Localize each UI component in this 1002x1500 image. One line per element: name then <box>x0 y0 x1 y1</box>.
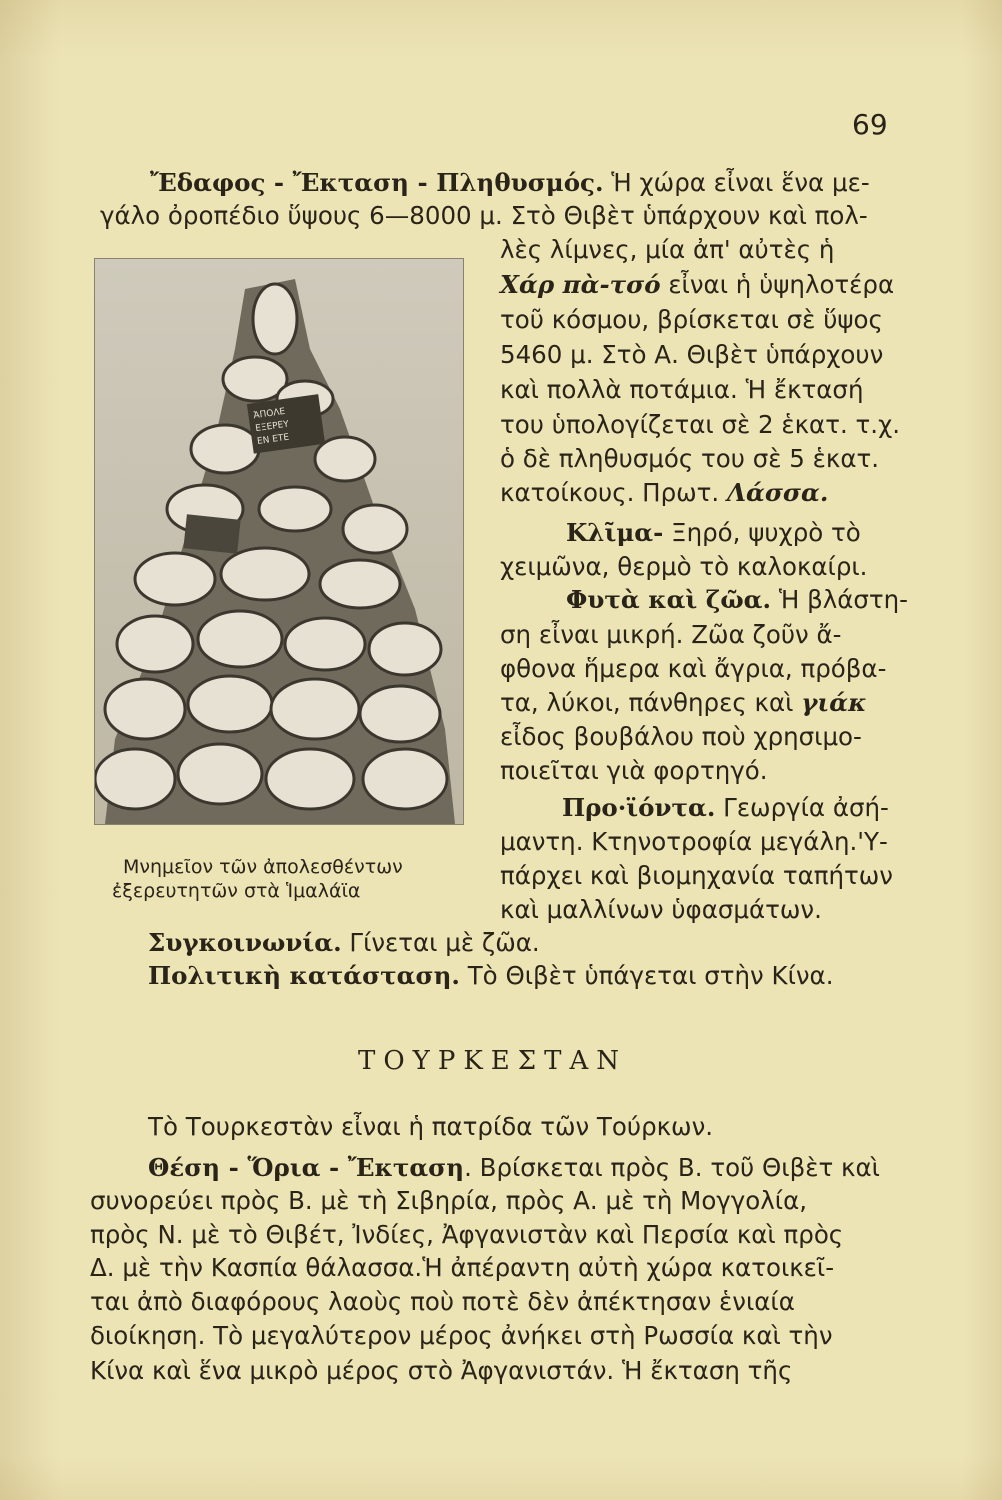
text-fragment: Τὸ Θιβὲτ ὑπάγεται στὴν Κίνα. <box>459 961 834 990</box>
section-title: ΤΟΥΡΚΕΣΤΑΝ <box>358 1046 627 1076</box>
text-line: λὲς λίμνες, μία ἀπ' αὐτὲς ἡ <box>500 235 835 264</box>
text-line: ση εἶναι μικρή. Ζῶα ζοῦν ἄ- <box>500 620 842 649</box>
text-line: Κίνα καὶ ἕνα μικρὸ μέρος στὸ Ἀφγανιστάν. Ἡ ἔκταση τῆς <box>90 1356 793 1385</box>
text-line: 5460 μ. Στὸ Α. Θιβὲτ ὑπάρχουν <box>500 340 884 369</box>
heading-synkoinonia: Συγκοινωνία. <box>148 928 342 957</box>
text-line: ται ἀπὸ διαφόρους λαοὺς ποὺ ποτὲ δὲν ἀπέκτησαν ἑνιαία <box>90 1287 795 1316</box>
text-line <box>500 688 866 718</box>
text-fragment: . Βρίσκεται πρὸς Β. τοῦ Θιβὲτ καὶ <box>464 1153 880 1182</box>
text-line: διοίκηση. Τὸ μεγαλύτερον μέρος ἀνήκει στὴ Ρωσσία καὶ τὴν <box>90 1321 833 1350</box>
text-fragment: κατοίκους. Πρωτ. <box>500 478 727 507</box>
heading-klima: Κλῖμα- <box>566 518 664 547</box>
text-fragment: Ἡ χώρα εἶναι ἕνα με- <box>603 168 870 197</box>
heading-thesi: Θέση - Ὅρια - Ἔκταση <box>148 1153 465 1182</box>
text-line: του ὑπολογίζεται σὲ 2 ἑκατ. τ.χ. <box>500 410 901 439</box>
text-fragment: τα, λύκοι, πάνθηρες καὶ <box>500 688 802 717</box>
text-line: Δ. μὲ τὴν Κασπία θάλασσα.Ἡ ἀπέραντη αὐτὴ χώρα κατοικεῖ- <box>90 1253 835 1282</box>
lake-name: Χάρ πὰ-τσό <box>500 270 661 299</box>
text-line <box>500 478 828 508</box>
text-line: γάλο ὀροπέδιο ὕψους 6—8000 μ. Στὸ Θιβὲτ ὑπάρχουν καὶ πολ- <box>100 201 868 230</box>
text-line <box>148 928 540 958</box>
text-fragment: Ἡ βλάστη- <box>771 585 909 614</box>
text-fragment: Γεωργία ἀσή- <box>715 793 889 822</box>
photo-caption: ἐξερευτητῶν στὰ Ἱμαλάϊα <box>112 880 361 902</box>
text-line <box>500 270 894 300</box>
heading-edafos: Ἔδαφος - Ἔκταση - Πληθυσμός. <box>150 168 604 197</box>
text-line: φθονα ἥμερα καὶ ἄγρια, πρόβα- <box>500 654 887 683</box>
heading-proionta: Προ·ϊόντα. <box>562 793 716 822</box>
text-fragment: Ξηρό, ψυχρὸ τὸ <box>663 518 861 547</box>
text-line: τοῦ κόσμου, βρίσκεται σὲ ὕψος <box>500 305 883 334</box>
text-line: πρὸς Ν. μὲ τὸ Θιβέτ, Ἰνδίες, Ἀφγανιστὰν καὶ Περσία καὶ πρὸς <box>90 1220 844 1249</box>
text-line: Τὸ Τουρκεστὰν εἶναι ἡ πατρίδα τῶν Τούρκων. <box>148 1112 714 1141</box>
text-line: χειμῶνα, θερμὸ τὸ καλοκαίρι. <box>500 552 868 581</box>
text-line <box>148 961 834 991</box>
monument-photo <box>94 258 464 825</box>
animal-name: γιάκ <box>801 688 867 717</box>
monument-illustration <box>95 259 463 824</box>
text-line: ποιεῖται γιὰ φορτηγό. <box>500 756 768 785</box>
photo-caption: Μνημεῖον τῶν ἀπολεσθέντων <box>123 856 403 878</box>
plate-inscription: ἈΠΟΛΕ <box>252 406 286 422</box>
text-line <box>566 585 908 615</box>
text-line: συνορεύει πρὸς Β. μὲ τὴ Σιβηρία, πρὸς Α. μὲ τὴ Μογγολία, <box>90 1186 808 1215</box>
text-line: καὶ μαλλίνων ὑφασμάτων. <box>500 895 822 924</box>
plate-inscription: ΕΞΕΡΕΥ <box>254 419 290 435</box>
capital-name: Λάσσα. <box>727 478 829 507</box>
text-line <box>562 793 889 823</box>
text-line <box>566 518 861 548</box>
heading-politiki: Πολιτικὴ κατάσταση. <box>148 961 460 990</box>
plate-inscription: ΕΝ ΕΤΕ <box>256 432 290 447</box>
text-fragment: Γίνεται μὲ ζῶα. <box>341 928 540 957</box>
text-line: εἶδος βουβάλου ποὺ χρησιμο- <box>500 722 862 751</box>
text-line: ὁ δὲ πληθυσμός του σὲ 5 ἑκατ. <box>500 444 880 473</box>
heading-fyta: Φυτὰ καὶ ζῶα. <box>566 585 772 614</box>
text-line: καὶ πολλὰ ποτάμια. Ἡ ἔκτασή <box>500 375 864 404</box>
text-line: πάρχει καὶ βιομηχανία ταπήτων <box>500 861 893 890</box>
page-number: 69 <box>852 108 888 141</box>
text-line: μαντη. Κτηνοτροφία μεγάλη.'Υ- <box>500 827 888 856</box>
text-line <box>148 1153 880 1183</box>
text-line <box>150 168 870 198</box>
text-fragment: εἶναι ἡ ὑψηλοτέρα <box>660 270 895 299</box>
